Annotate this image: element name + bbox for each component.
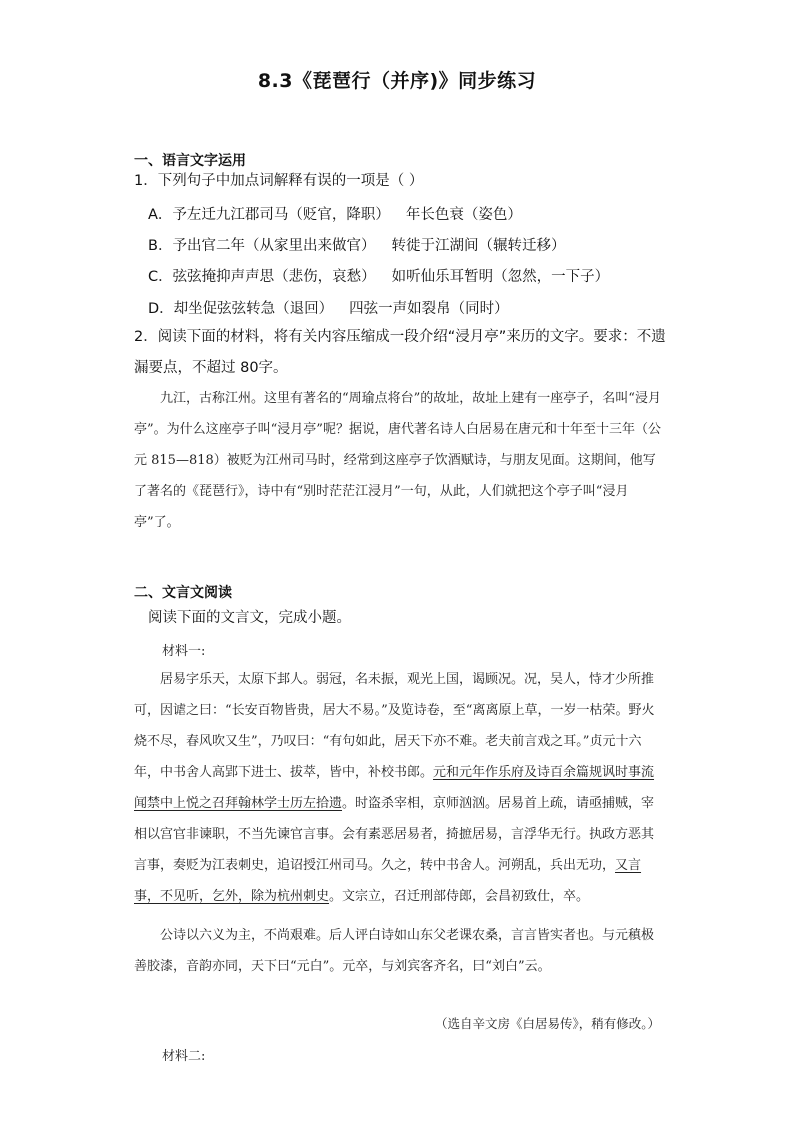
material-1-text-c: 。文宗立，召迁刑部侍郎，会昌初致仕，卒。 bbox=[329, 889, 590, 904]
option-d-part1: D．却坐促弦弦转急（退回） bbox=[148, 301, 334, 317]
question-1-stem: 1．下列句子中加点词解释有误的一项是（ ） bbox=[134, 173, 424, 189]
option-b-part1: B．予出官二年（从家里出来做官） bbox=[148, 238, 376, 254]
material-1-paragraph-2: 公诗以六义为主，不尚艰难。后人评白诗如山东父老课农桑，言言皆实者也。与元稹极善胶漆，音韵亦同，天下曰“元白”。元卒，与刘宾客齐名，曰“刘白”云。 bbox=[134, 928, 655, 974]
underlined-sentence-1: 元和元年作乐府及诗百余篇规讽时事流闻禁中上悦之召拜翰林学士历左拾遗 bbox=[134, 765, 655, 811]
material-1-paragraph-1 bbox=[134, 664, 664, 912]
option-c-part2: 如听仙乐耳暂明（忽然，一下子） bbox=[391, 269, 610, 285]
passage-paragraph: 九江，古称江州。这里有著名的“周瑜点将台”的故址，故址上建有一座亭子，名叫“浸月亭”。为什么这座亭子叫“浸月亭”呢？据说，唐代著名诗人白居易在唐元和十年至十三年（公元 815—818）被贬为江州司马时，经常到这座亭子饮酒赋诗，与朋友见面。这期间，他写了著名的《琵琶行》，诗中有“别时茫茫江浸月”一句，从此，人们就把这个亭子叫“浸月亭”了。 bbox=[134, 391, 661, 530]
question-1-option-c bbox=[148, 265, 609, 286]
question-1-option-b bbox=[148, 234, 565, 255]
material-1-text-a: 居易字乐天，太原下邽人。弱冠，名未振，观光上国，谒顾况。况，吴人，恃才少所推可，因谑之曰：“长安百物皆贵，居大不易。”及览诗卷，至“离离原上草，一岁一枯荣。野火烧不尽，春风吹又生”，乃叹曰：“有句如此，居天下亦不难。老夫前言戏之耳。”贞元十六年，中书舍人高郢下进士、拔萃，皆中，补校书郎。 bbox=[134, 672, 655, 780]
material-1-label: 材料一: bbox=[162, 644, 206, 659]
source-citation: （选自辛文房《白居易传》，稍有修改。） bbox=[434, 1016, 660, 1031]
underlined-sentence-2: 又言事，不见听，乞外，除为杭州刺史 bbox=[134, 858, 642, 904]
option-a-part2: 年长色衰（姿色） bbox=[405, 207, 522, 223]
material-2-label: 材料二: bbox=[162, 1049, 206, 1064]
section-heading-language-use: 一、语言文字运用 bbox=[134, 153, 246, 169]
material-1-passage bbox=[134, 664, 664, 982]
question-2-stem: 2．阅读下面的材料，将有关内容压缩成一段介绍“浸月亭”来历的文字。要求：不遗漏要点，不超过 80字。 bbox=[134, 329, 666, 376]
section-heading-classical-reading: 二、文言文阅读 bbox=[134, 585, 232, 601]
option-a-part1: A．予左迁九江郡司马（贬官，降职） bbox=[148, 207, 390, 223]
question-1-option-a bbox=[148, 203, 522, 224]
question-2-passage bbox=[134, 383, 664, 538]
material-1-text-b: 。时盗杀宰相，京师汹汹。居易首上疏，请亟捕贼，宰相以宫官非谏职，不当先谏官言事。会有素恶居易者，掎摭居易，言浮华无行。执政方恶其言事，奏贬为江表刺史，追诏授江州司马。久之，转中书舍人。河朔乱，兵出无功， bbox=[134, 796, 655, 873]
option-c-part1: C．弦弦掩抑声声思（悲伤，哀愁） bbox=[148, 269, 376, 285]
option-b-part2: 转徙于江湖间（辗转迁移） bbox=[391, 238, 566, 254]
page-title: 8.3《琵琶行（并序)》同步练习 bbox=[257, 70, 537, 92]
option-d-part2: 四弦一声如裂帛（同时） bbox=[349, 301, 509, 317]
question-1-option-d bbox=[148, 297, 509, 318]
reading-instruction: 阅读下面的文言文，完成小题。 bbox=[148, 610, 351, 626]
